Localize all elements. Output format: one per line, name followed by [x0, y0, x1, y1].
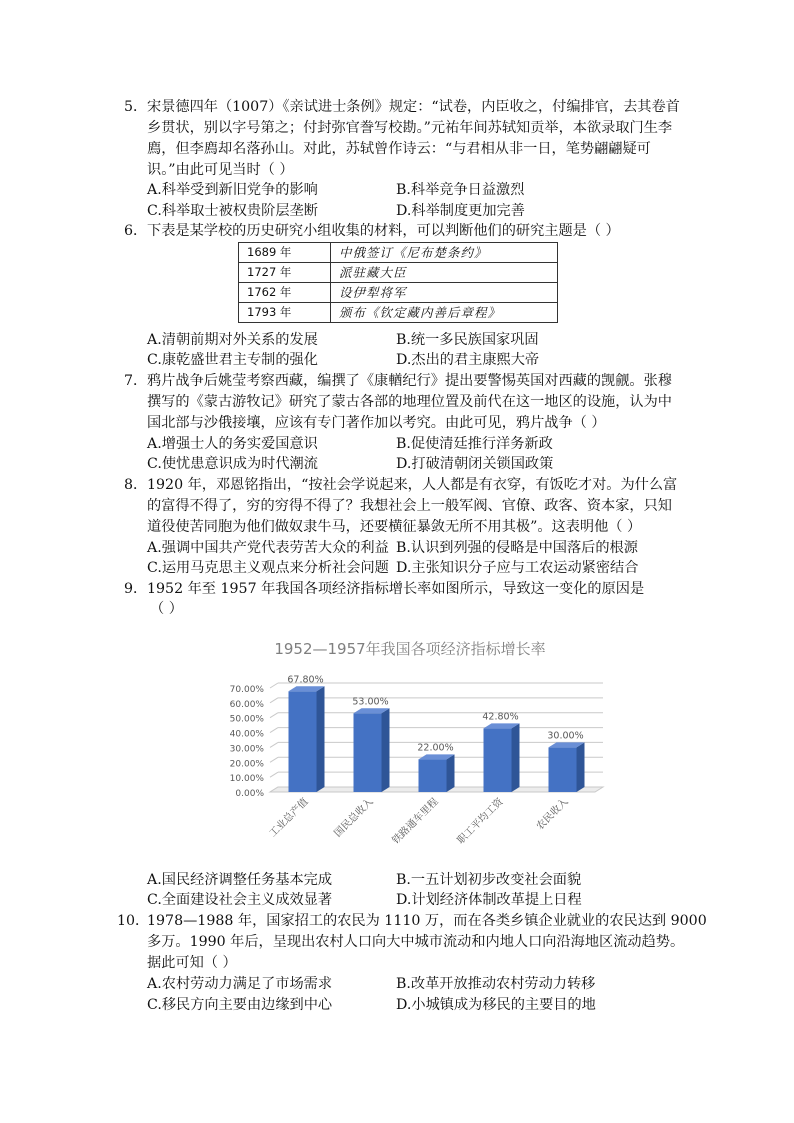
bar — [419, 759, 447, 792]
data-label: 53.00% — [352, 696, 389, 708]
option-c[interactable]: C.移民方向主要由边缘到中心 — [147, 997, 333, 1013]
y-tick-label: 20.00% — [229, 759, 264, 770]
gridline — [270, 757, 278, 762]
x-tick-label: 国民总收入 — [332, 796, 376, 840]
question-number: 7． — [124, 373, 148, 389]
question-number: 6． — [124, 223, 148, 239]
option-b[interactable]: B.改革开放推动农村劳动力转移 — [396, 976, 596, 992]
x-tick-label: 职工平均工资 — [455, 796, 506, 847]
option-b[interactable]: B.促使清廷推行洋务新政 — [396, 436, 553, 452]
gridline — [270, 713, 278, 718]
table-row — [239, 243, 558, 263]
bar — [549, 747, 577, 792]
table-cell-event: 派驻藏大臣 — [331, 263, 558, 283]
chart-title: 1952—1957年我国各项经济指标增长率 — [274, 640, 546, 658]
option-a[interactable]: A.国民经济调整任务基本完成 — [147, 872, 333, 888]
bar-side — [317, 686, 325, 792]
bar — [484, 728, 512, 792]
question-text: 宋景德四年（1007）《亲试进士条例》规定：“试卷，内臣收之，付编排官，去其卷首 — [147, 99, 680, 115]
option-c[interactable]: C.康乾盛世君主专制的强化 — [147, 352, 318, 368]
y-tick-label: 30.00% — [229, 744, 264, 755]
table-row — [239, 263, 558, 283]
gridline — [270, 772, 278, 777]
y-tick-label: 50.00% — [229, 714, 264, 725]
x-tick-label: 农民收入 — [534, 796, 571, 833]
bar-side — [512, 723, 520, 792]
bar-side — [447, 754, 455, 792]
table-cell-year: 1762 年 — [239, 283, 331, 303]
table-cell-year: 1793 年 — [239, 303, 331, 323]
option-d[interactable]: D.主张知识分子应与工农运动紧密结合 — [396, 560, 639, 576]
bar — [354, 713, 382, 792]
x-tick-label: 铁路通车里程 — [390, 796, 441, 847]
gridline — [270, 683, 278, 688]
question-text: 乡贯状，别以字号第之；付封弥官誊写校勘。”元祐年间苏轼知贡举，本欲录取门生李 — [147, 120, 673, 136]
question-text: 国北部与沙俄接壤，应该有专门著作加以考究。由此可见，鸦片战争（ ） — [147, 415, 606, 431]
data-label: 67.80% — [287, 674, 324, 686]
question-text: 的富得不得了，穷的穷得不得了？我想社会上一般军阀、官僚、政客、资本家，只知 — [147, 498, 672, 514]
option-c[interactable]: C.使忧患意识成为时代潮流 — [147, 456, 318, 472]
option-c[interactable]: C.全面建设社会主义成效显著 — [147, 892, 333, 908]
gridline — [270, 698, 278, 703]
data-label: 42.80% — [482, 711, 519, 723]
question-text: 撰写的《蒙古游牧记》研究了蒙古各部的地理位置及前代在这一地区的设施，认为中 — [147, 394, 672, 410]
question-text: 廌，但李廌却名落孙山。对此，苏轼曾作诗云：“与君相从非一日，笔势翩翩疑可 — [147, 141, 651, 157]
question-text: 1978—1988 年，国家招工的农民为 1110 万，而在各类乡镇企业就业的农民达到 9000 — [147, 913, 707, 929]
table-cell-event: 中俄签订《尼布楚条约》 — [331, 243, 558, 263]
x-tick-label: 工业总产值 — [267, 796, 311, 840]
option-d[interactable]: D.小城镇成为移民的主要目的地 — [396, 997, 596, 1013]
question-text: 1920 年，邓恩铭指出，“按社会学说起来，人人都是有衣穿，有饭吃才对。为什么富 — [147, 477, 678, 493]
gridline — [270, 728, 278, 733]
table-cell-event: 颁布《钦定藏内善后章程》 — [331, 303, 558, 323]
data-label: 30.00% — [547, 730, 584, 742]
bar-side — [382, 708, 390, 792]
table-row — [239, 303, 558, 323]
question-text: 据此可知（ ） — [147, 955, 237, 971]
option-a[interactable]: A.科举受到新旧党争的影响 — [147, 182, 318, 198]
table-cell-year: 1727 年 — [239, 263, 331, 283]
option-a[interactable]: A.清朝前期对外关系的发展 — [147, 332, 318, 348]
question-number: 9． — [124, 581, 148, 597]
option-b[interactable]: B.认识到列强的侵略是中国落后的根源 — [396, 540, 638, 556]
question-text: 1952 年至 1957 年我国各项经济指标增长率如图所示，导致这一变化的原因是 — [147, 581, 645, 597]
question-number: 10． — [117, 913, 150, 929]
option-d[interactable]: D.打破清朝闭关锁国政策 — [396, 456, 554, 472]
y-tick-label: 60.00% — [229, 699, 264, 710]
question-text: 道役使苦同胞为他们做奴隶牛马，还要横征暴敛无所不用其极”。这表明他（ ） — [147, 519, 642, 535]
option-d[interactable]: D.计划经济体制改革提上日程 — [396, 892, 582, 908]
bar-side — [577, 742, 585, 792]
option-b[interactable]: B.统一多民族国家巩固 — [396, 332, 539, 348]
question-text: 多万。1990 年后，呈现出农村人口向大中城市流动和内地人口向沿海地区流动趋势。 — [147, 934, 685, 950]
option-c[interactable]: C.科举取士被权贵阶层垄断 — [147, 203, 318, 219]
option-a[interactable]: A.增强士人的务实爱国意识 — [147, 436, 318, 452]
y-tick-label: 0.00% — [235, 789, 264, 799]
table-cell-year: 1689 年 — [239, 243, 331, 263]
option-a[interactable]: A.农村劳动力满足了市场需求 — [147, 976, 333, 992]
option-b[interactable]: B.一五计划初步改变社会面貌 — [396, 872, 582, 888]
y-tick-label: 10.00% — [229, 774, 264, 785]
data-label: 22.00% — [417, 742, 454, 754]
table-row — [239, 283, 558, 303]
option-a[interactable]: A.强调中国共产党代表劳苦大众的利益 — [147, 540, 389, 556]
question-text: 鸦片战争后姚莹考察西藏，编撰了《康輶纪行》提出要警惕英国对西藏的觊觎。张穆 — [147, 373, 672, 389]
y-tick-label: 40.00% — [229, 729, 264, 740]
table-cell-event: 设伊犁将军 — [331, 283, 558, 303]
question-text: 下表是某学校的历史研究小组收集的材料，可以判断他们的研究主题是（ ） — [147, 223, 620, 239]
answer-paren: （ ） — [150, 601, 183, 617]
option-b[interactable]: B.科举竞争日益激烈 — [396, 182, 525, 198]
growth-rate-chart — [200, 630, 620, 875]
gridline — [270, 742, 278, 747]
option-c[interactable]: C.运用马克思主义观点来分析社会问题 — [147, 560, 389, 576]
history-table — [238, 242, 558, 323]
option-d[interactable]: D.杰出的君主康熙大帝 — [396, 352, 540, 368]
bar — [289, 691, 317, 792]
question-number: 8． — [124, 477, 148, 493]
y-tick-label: 70.00% — [229, 685, 264, 695]
question-text: 识。”由此可见当时（ ） — [147, 162, 294, 178]
option-d[interactable]: D.科举制度更加完善 — [396, 203, 525, 219]
question-number: 5． — [124, 99, 148, 115]
